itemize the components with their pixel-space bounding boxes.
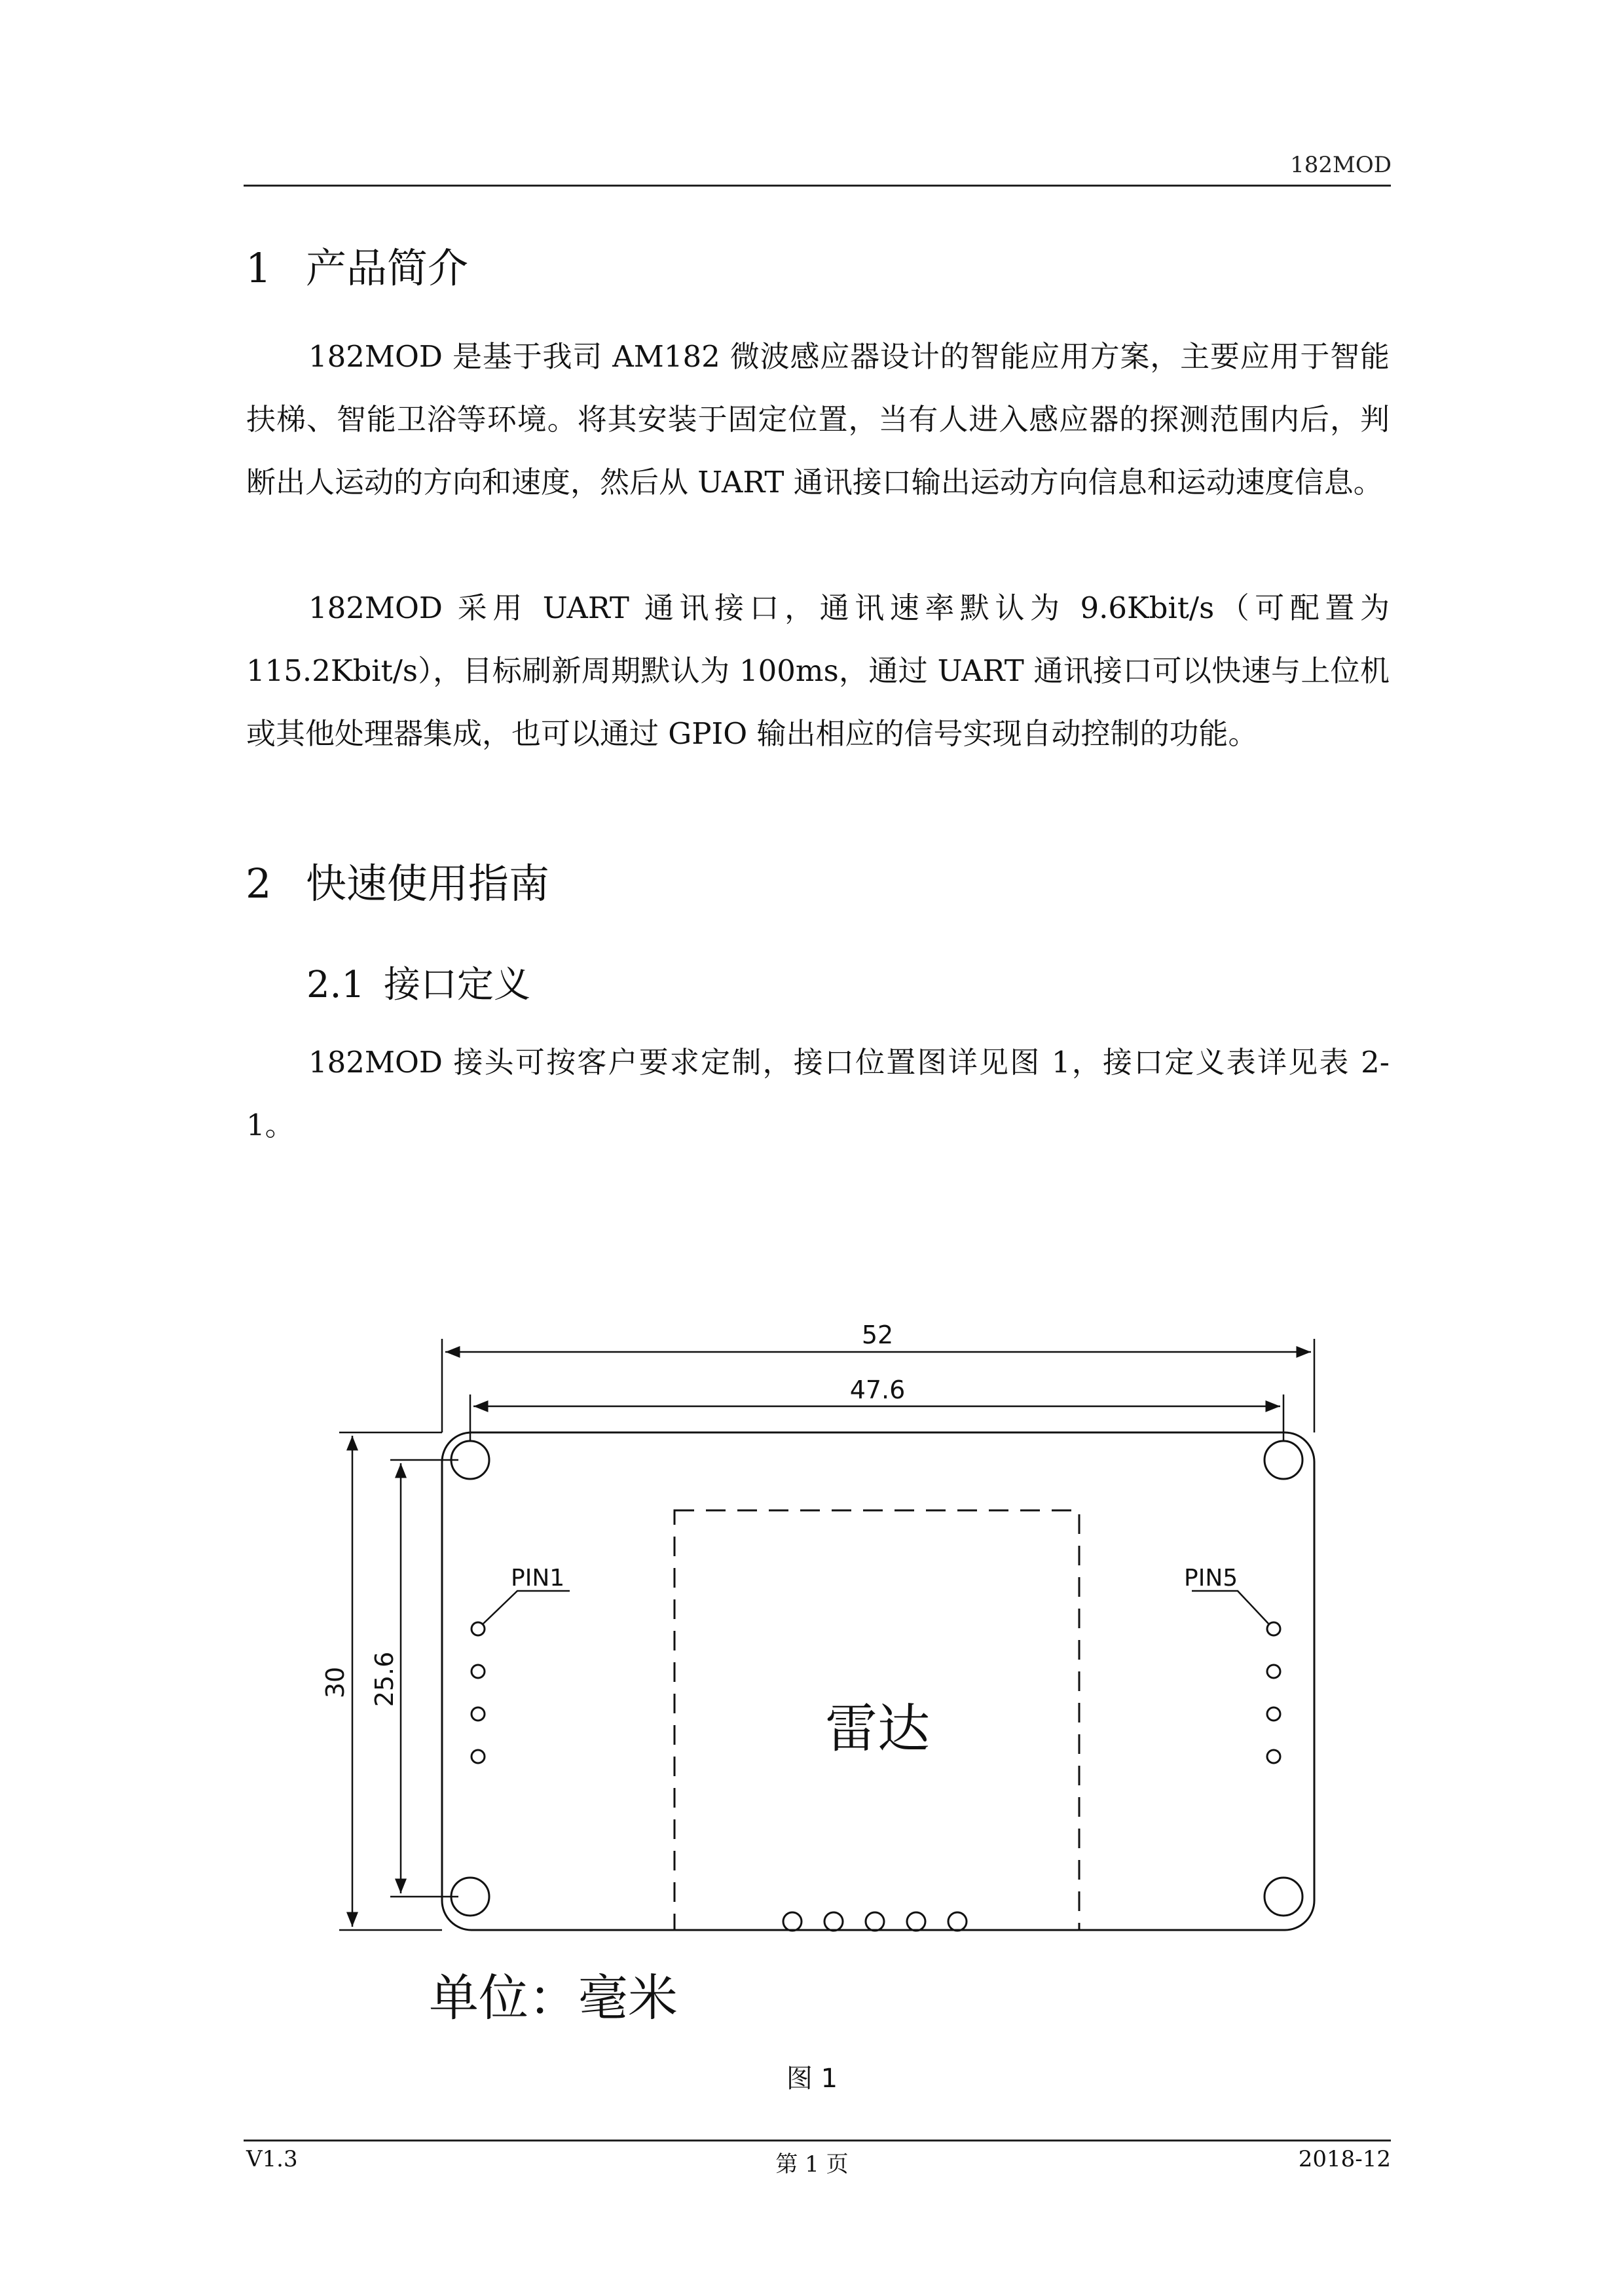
section-2-1-number: 2.1 bbox=[306, 964, 365, 1006]
radar-pin-5 bbox=[948, 1912, 967, 1931]
figure-caption: 图 1 bbox=[786, 2064, 838, 2094]
section-2-1-paragraph: 182MOD 接头可按客户要求定制，接口位置图详见图 1，接口定义表详见表 2-1。 bbox=[246, 1045, 1390, 1142]
board-outline bbox=[442, 1432, 1314, 1930]
pin1-label: PIN1 bbox=[511, 1565, 565, 1592]
section-2-title: 快速使用指南 bbox=[306, 860, 550, 907]
footer-date: 2018-12 bbox=[1298, 2146, 1391, 2172]
dim-label-25-6: 25.6 bbox=[370, 1651, 399, 1707]
pin8-dot bbox=[1267, 1750, 1280, 1763]
unit-label: 单位：毫米 bbox=[429, 1969, 678, 2027]
pin3-dot bbox=[471, 1707, 485, 1721]
radar-pin-3 bbox=[866, 1912, 884, 1931]
mounting-hole-tr bbox=[1264, 1441, 1302, 1479]
pin6-dot bbox=[1267, 1665, 1280, 1678]
dim-label-30: 30 bbox=[321, 1666, 350, 1699]
dim-label-47-6: 47.6 bbox=[849, 1376, 906, 1404]
section-1-number: 1 bbox=[246, 244, 272, 292]
footer-version: V1.3 bbox=[246, 2146, 298, 2172]
pin5-leader bbox=[1192, 1591, 1268, 1624]
radar-pin-1 bbox=[783, 1912, 802, 1931]
pin1-dot bbox=[471, 1622, 485, 1635]
pin2-dot bbox=[471, 1665, 485, 1678]
pin7-dot bbox=[1267, 1707, 1280, 1721]
radar-pin-2 bbox=[824, 1912, 843, 1931]
pin1-leader bbox=[483, 1591, 570, 1624]
footer-page-number: 第 1 页 bbox=[775, 2151, 849, 2178]
radar-label: 雷达 bbox=[825, 1698, 930, 1759]
radar-pin-4 bbox=[907, 1912, 925, 1931]
mounting-hole-br bbox=[1264, 1878, 1302, 1916]
section-2-number: 2 bbox=[246, 860, 272, 907]
section-1-title: 产品简介 bbox=[306, 244, 469, 292]
pin5-label: PIN5 bbox=[1184, 1565, 1238, 1592]
footer-rule bbox=[244, 2140, 1391, 2141]
section-1-paragraph-2: 182MOD 采用 UART 通讯接口，通讯速率默认为 9.6Kbit/s（可配置为 115.2Kbit/s），目标刷新周期默认为 100ms，通过 UART 通讯接口可以快速与上位机或其他处理器集成，也可以通过 GPIO 输出相应的信号实现自动控制的功能。 bbox=[246, 591, 1390, 751]
section-2-1-title: 接口定义 bbox=[384, 964, 530, 1006]
pin5-dot bbox=[1267, 1622, 1280, 1635]
header-doc-id: 182MOD bbox=[1290, 152, 1392, 178]
pin4-dot bbox=[471, 1750, 485, 1763]
dim-label-52: 52 bbox=[861, 1321, 894, 1349]
section-1-paragraph-1: 182MOD 是基于我司 AM182 微波感应器设计的智能应用方案，主要应用于智能扶梯、智能卫浴等环境。将其安装于固定位置，当有人进入感应器的探测范围内后，判断出人运动的方向和速度，然后从 UART 通讯接口输出运动方向信息和运动速度信息。 bbox=[246, 339, 1390, 500]
